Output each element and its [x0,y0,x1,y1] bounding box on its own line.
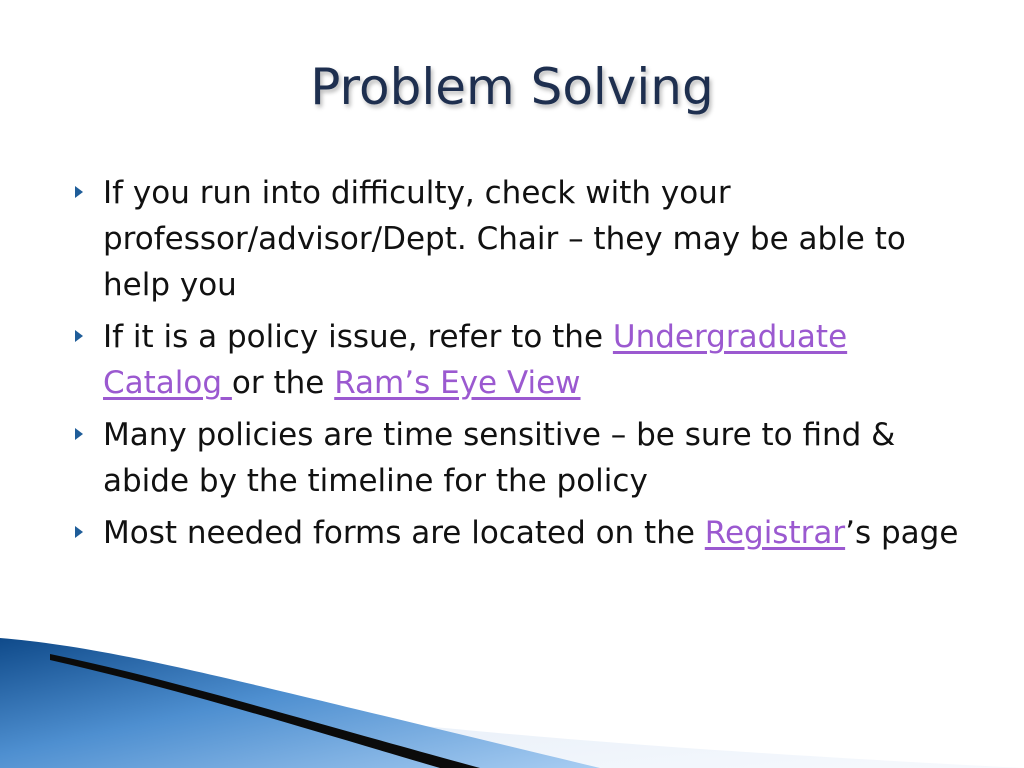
bullet-text-before-link: If it is a policy issue, refer to the [103,319,613,355]
undergraduate-catalog-link[interactable]: Undergraduate Catalog [103,319,848,401]
bullet-text [103,314,974,406]
registrar-link[interactable]: Registrar [704,515,846,551]
triangle-right-icon [75,526,83,538]
pale-swoosh [0,663,1024,768]
bullet-text [103,510,974,556]
triangle-right-icon [75,330,83,342]
black-stripe [50,654,480,768]
bullet-item-difficulty [74,170,974,308]
blue-gradient-swoosh [0,638,600,768]
bullet-item-time-sensitive [74,412,974,504]
bullet-text: Many policies are time sensitive – be sure to find & abide by the timeline for the policy [103,417,896,499]
bullet-text: If you run into difficulty, check with your professor/advisor/Dept. Chair – they may be able to help you [103,175,906,303]
bullet-text-middle: or the [231,365,335,401]
triangle-right-icon [75,428,83,440]
bullet-item-policy-issue [74,314,974,406]
bullet-list [74,170,974,562]
rams-eye-view-link[interactable]: Ram’s Eye View [334,365,581,401]
triangle-right-icon [75,186,83,198]
bullet-text-before-link: Most needed forms are located on the [103,515,705,551]
bullet-item-forms [74,510,974,556]
decorative-corner-swoosh [0,638,1024,768]
slide-title: Problem Solving [310,58,714,116]
bullet-text-after-link: ’s page [845,515,959,551]
